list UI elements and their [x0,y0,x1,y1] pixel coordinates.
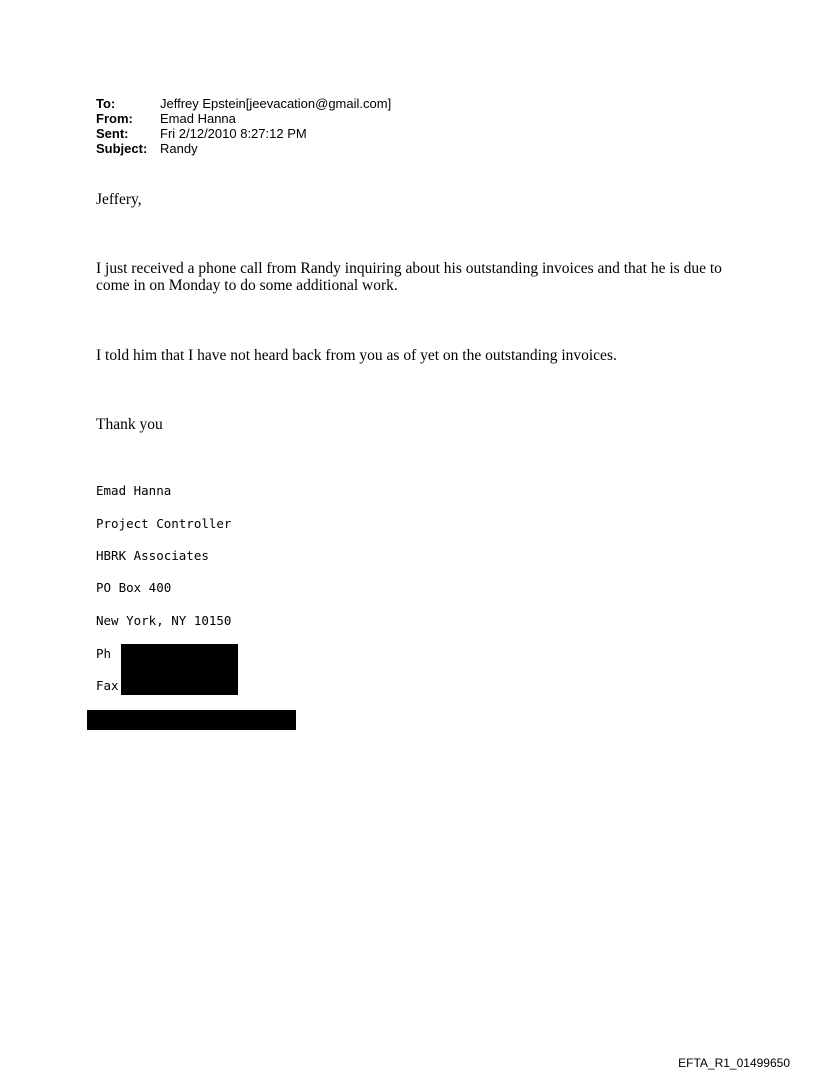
greeting: Jeffery, [96,191,142,208]
to-label: To: [96,96,116,111]
sent-row [96,126,391,141]
signature-phone-label: Ph [96,646,112,661]
from-value: Emad Hanna [160,111,236,126]
signature-address-1: PO Box 400 [96,580,172,595]
signature-title: Project Controller [96,516,232,531]
body-paragraph-2: I told him that I have not heard back from you as of yet on the outstanding invoices. [96,347,617,364]
redaction-block-contact [121,644,238,695]
subject-value: Randy [160,141,198,156]
to-row [96,96,391,111]
sent-label: Sent: [96,126,129,141]
signature-company: HBRK Associates [96,548,209,563]
signature-name: Emad Hanna [96,483,172,498]
closing: Thank you [96,416,163,433]
body-paragraph-1: I just received a phone call from Randy inquiring about his outstanding invoices and that he is due to come in on Monday to do some additional work. [96,260,722,294]
to-value: Jeffrey Epstein[jeevacation@gmail.com] [160,96,392,111]
subject-row [96,141,391,156]
from-row [96,111,391,126]
signature-fax-label: Fax [96,678,119,693]
redaction-block-email [87,710,296,730]
document-id: EFTA_R1_01499650 [678,1056,790,1070]
from-label: From: [96,111,133,126]
sent-value: Fri 2/12/2010 8:27:12 PM [160,126,307,141]
signature-address-2: New York, NY 10150 [96,613,232,628]
subject-label: Subject: [96,141,148,156]
email-header [96,96,391,156]
